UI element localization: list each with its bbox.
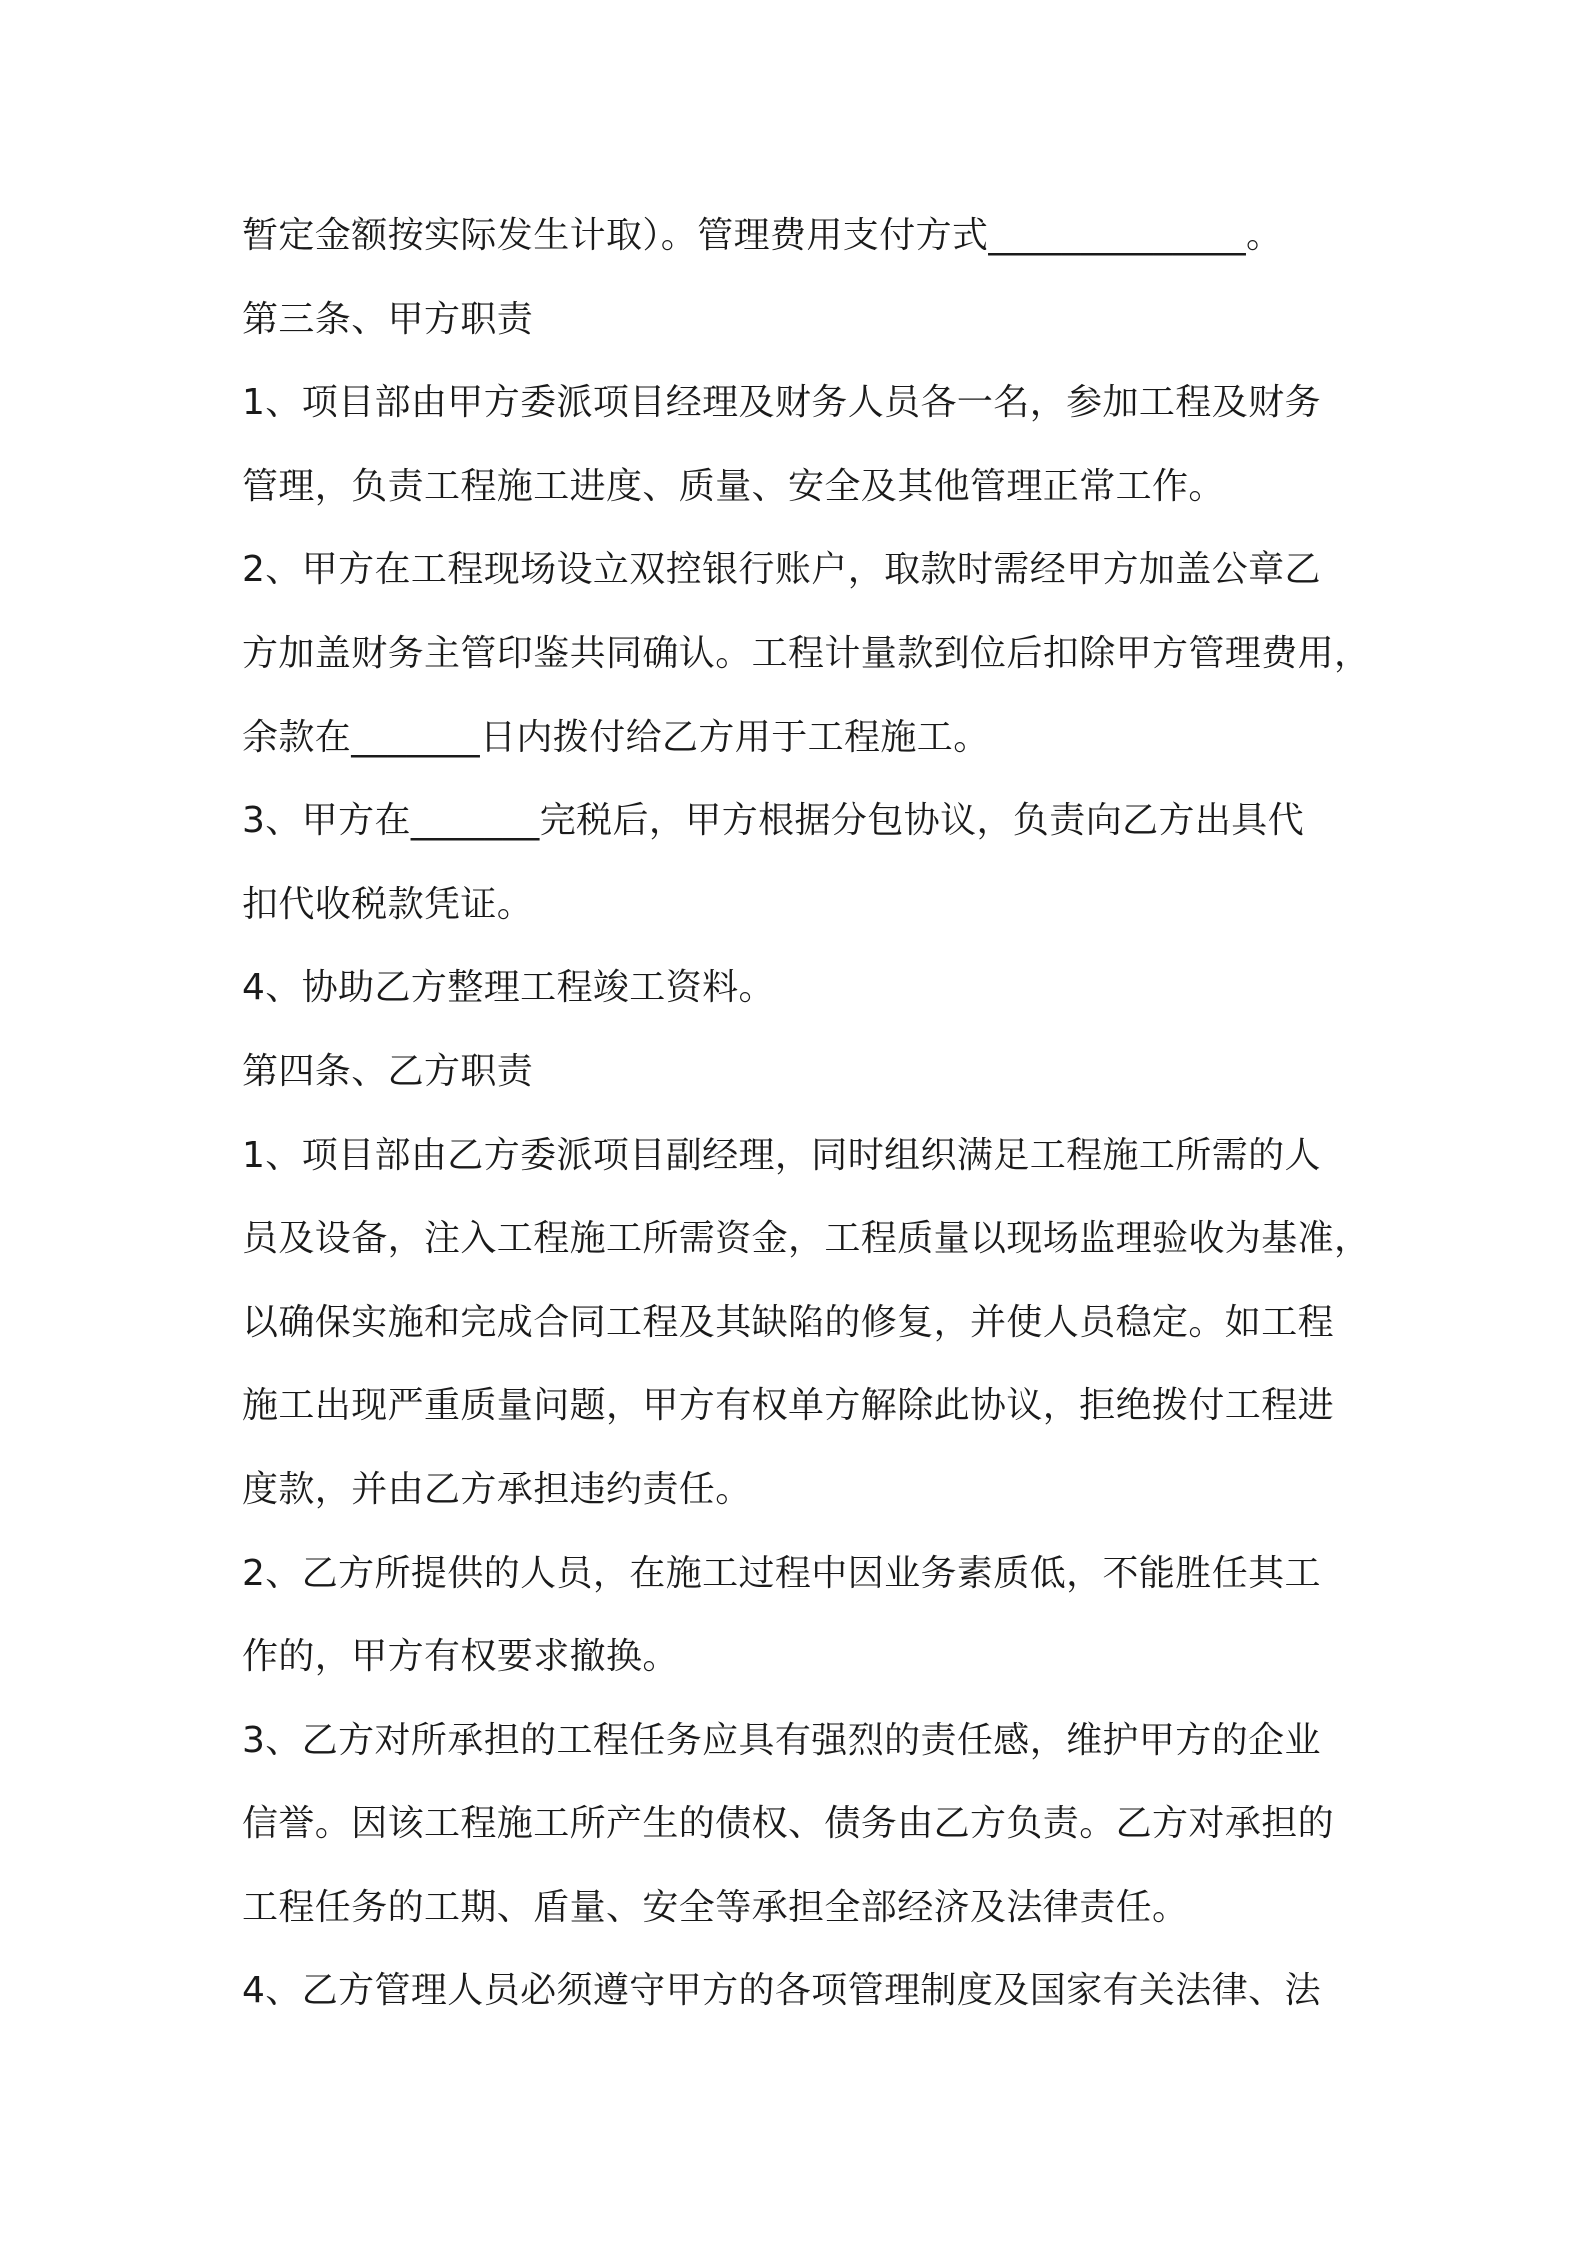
text-line: 4、乙方管理人员必须遵守甲方的各项管理制度及国家有关法律、法 — [242, 1970, 1321, 2012]
text-line: 1、项目部由乙方委派项目副经理，同时组织满足工程施工所需的人 — [242, 1134, 1321, 1176]
text-line: 1、项目部由甲方委派项目经理及财务人员各一名，参加工程及财务 — [242, 382, 1321, 424]
text-line: 信誉。因该工程施工所产生的债权、债务由乙方负责。乙方对承担的 — [242, 1803, 1335, 1845]
text-line: 工程任务的工期、盾量、安全等承担全部经济及法律责任。 — [242, 1886, 1189, 1928]
text-line: 作的，甲方有权要求撤换。 — [242, 1636, 679, 1678]
text-line: 施工出现严重质量问题，甲方有权单方解除此协议，拒绝拨付工程进 — [242, 1385, 1335, 1427]
document-body — [242, 194, 1372, 2033]
text-line: 2、乙方所提供的人员，在施工过程中因业务素质低，不能胜任其工 — [242, 1552, 1321, 1594]
text-line: 余款在_______日内拨付给乙方用于工程施工。 — [242, 716, 990, 758]
text-line: 员及设备，注入工程施工所需资金，工程质量以现场监理验收为基准， — [242, 1218, 1371, 1260]
text-line: 度款，并由乙方承担违约责任。 — [242, 1468, 752, 1510]
text-line: 管理，负责工程施工进度、质量、安全及其他管理正常工作。 — [242, 465, 1225, 507]
text-line: 扣代收税款凭证。 — [242, 883, 534, 925]
text-line: 3、甲方在_______完税后，甲方根据分包协议，负责向乙方出具代 — [242, 800, 1305, 842]
text-line: 方加盖财务主管印鉴共同确认。工程计量款到位后扣除甲方管理费用， — [242, 632, 1371, 674]
section-heading: 第四条、乙方职责 — [242, 1050, 534, 1092]
text-line: 3、乙方对所承担的工程任务应具有强烈的责任感，维护甲方的企业 — [242, 1719, 1321, 1761]
section-heading: 第三条、甲方职责 — [242, 298, 534, 340]
text-line: 以确保实施和完成合同工程及其缺陷的修复，并使人员稳定。如工程 — [242, 1301, 1335, 1343]
text-line: 暂定金额按实际发生计取）。管理费用支付方式______________。 — [242, 215, 1283, 256]
text-line: 4、协助乙方整理工程竣工资料。 — [242, 967, 775, 1009]
text-line: 2、甲方在工程现场设立双控银行账户，取款时需经甲方加盖公章乙 — [242, 549, 1321, 591]
